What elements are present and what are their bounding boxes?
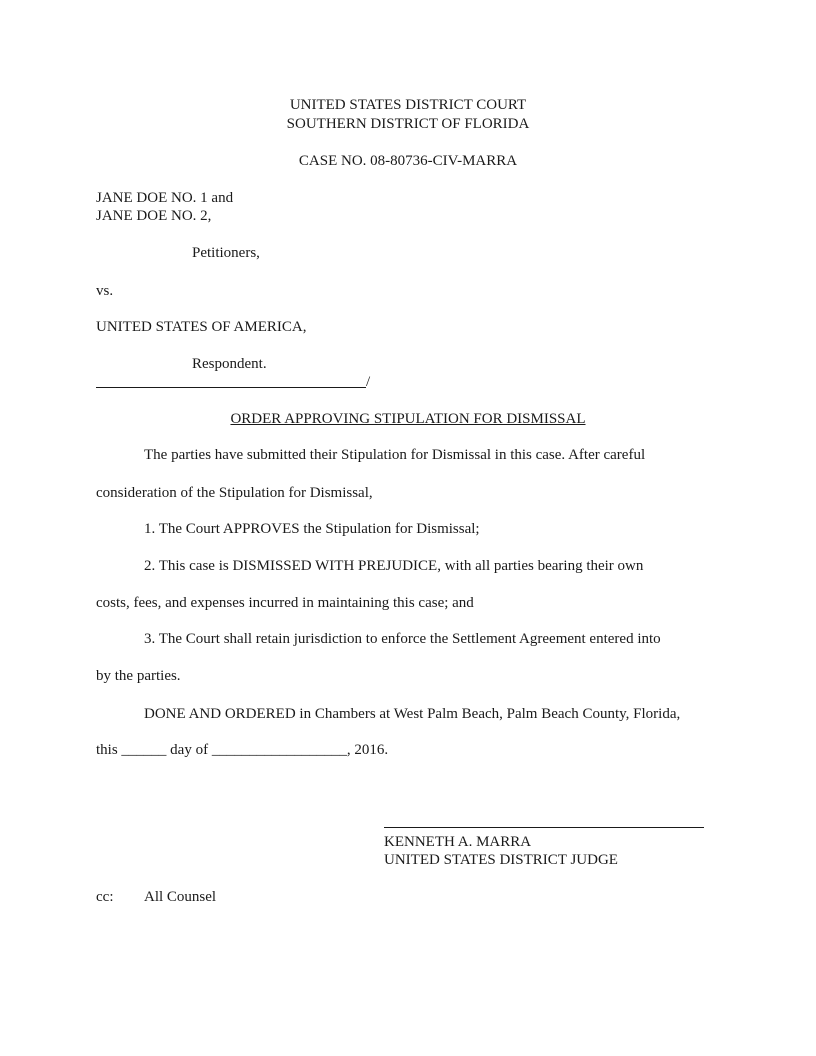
- court-name: UNITED STATES DISTRICT COURT: [289, 97, 527, 113]
- cc-recipients: All Counsel: [144, 889, 217, 905]
- cc-label: cc:: [96, 889, 114, 905]
- intro-paragraph-line1: The parties have submitted their Stipulation for Dismissal in this case. After careful: [144, 447, 646, 463]
- intro-paragraph-line2: consideration of the Stipulation for Dismissal,: [96, 485, 373, 501]
- respondent-label: Respondent.: [192, 356, 267, 372]
- respondent-name: UNITED STATES OF AMERICA,: [96, 319, 307, 335]
- order-item-2-line2: costs, fees, and expenses incurred in maintaining this case; and: [96, 595, 474, 611]
- order-item-3-line2: by the parties.: [96, 668, 181, 684]
- versus-label: vs.: [96, 283, 114, 299]
- case-number: CASE NO. 08-80736-CIV-MARRA: [298, 153, 518, 169]
- petitioner-name-line2: JANE DOE NO. 2,: [96, 208, 212, 224]
- signature-line: [384, 827, 704, 828]
- order-item-2-line1: 2. This case is DISMISSED WITH PREJUDICE, with all parties bearing their own: [144, 558, 644, 574]
- judge-name: KENNETH A. MARRA: [384, 834, 532, 850]
- judge-title: UNITED STATES DISTRICT JUDGE: [384, 852, 618, 868]
- order-item-3-line1: 3. The Court shall retain jurisdiction to enforce the Settlement Agreement entered into: [144, 631, 661, 647]
- caption-rule: [96, 387, 366, 388]
- petitioner-name-line1: JANE DOE NO. 1 and: [96, 190, 234, 206]
- petitioners-label: Petitioners,: [192, 245, 260, 261]
- done-and-ordered-line1: DONE AND ORDERED in Chambers at West Palm Beach, Palm Beach County, Florida,: [144, 706, 681, 722]
- order-title: ORDER APPROVING STIPULATION FOR DISMISSAL: [230, 411, 586, 427]
- court-district: SOUTHERN DISTRICT OF FLORIDA: [286, 116, 530, 132]
- done-and-ordered-line2: this ______ day of __________________, 2016.: [96, 742, 389, 758]
- caption-slash: /: [366, 374, 371, 390]
- order-item-1: 1. The Court APPROVES the Stipulation for Dismissal;: [144, 521, 480, 537]
